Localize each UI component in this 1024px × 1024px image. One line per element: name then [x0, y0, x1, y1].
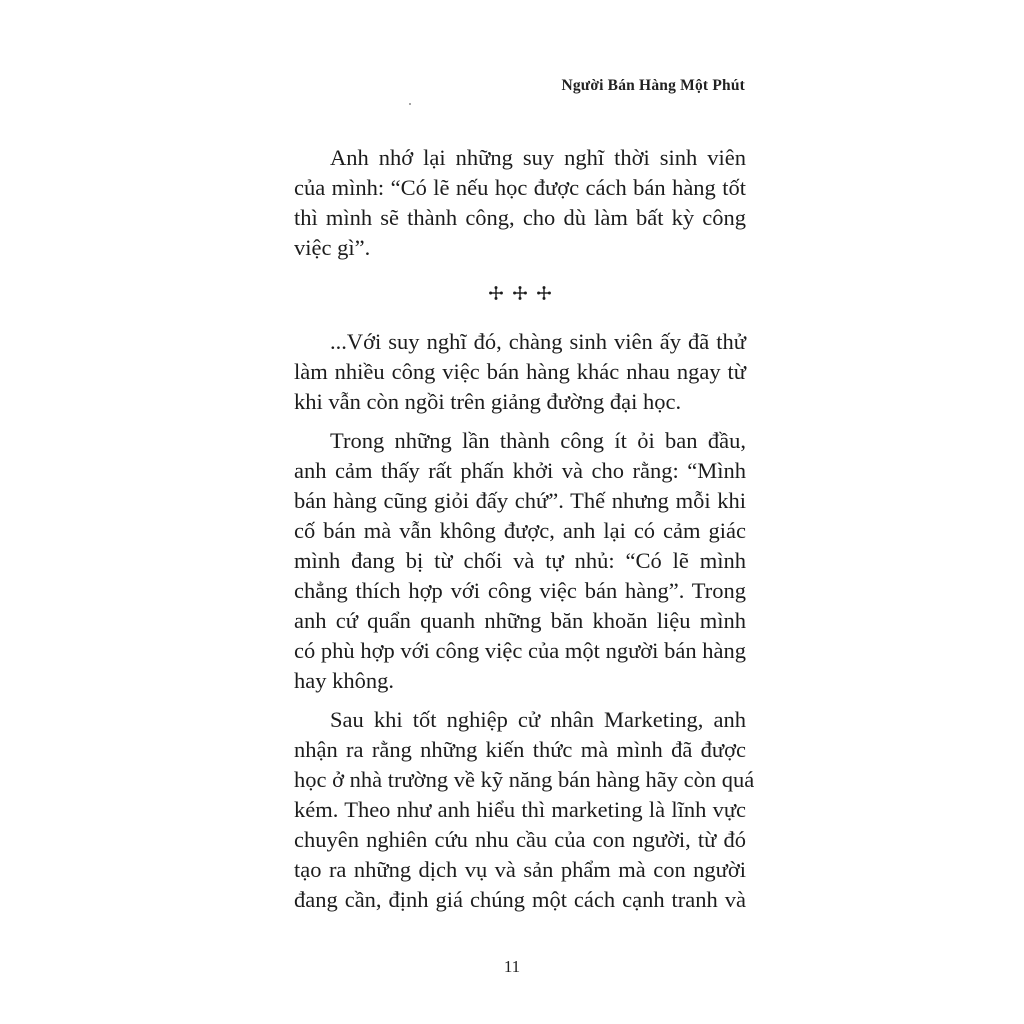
text-line: thì mình sẽ thành công, cho dù làm bất kỳ công: [294, 205, 746, 230]
text-line: có phù hợp với công việc của một người bán hàng: [294, 638, 746, 663]
page-number: 11: [503, 957, 521, 976]
text-line: Anh nhớ lại những suy nghĩ thời sinh viên: [330, 145, 746, 170]
paragraph-3: [294, 426, 746, 696]
text-line: đang cần, định giá chúng một cách cạnh tranh và: [294, 887, 746, 912]
text-line: làm nhiều công việc bán hàng khác nhau ngay từ: [294, 359, 746, 384]
text-line: việc gì”.: [294, 235, 371, 260]
body-text: [294, 143, 755, 915]
section-break-ornament: [294, 276, 746, 309]
text-line: mình đang bị từ chối và tự nhủ: “Có lẽ mình: [294, 548, 746, 573]
paragraph-4: [294, 705, 755, 915]
text-line: chẳng thích hợp với công việc bán hàng”. Trong: [294, 578, 746, 603]
text-line: nhận ra rằng những kiến thức mà mình đã được: [294, 737, 746, 762]
quatrefoil-cross-icon: [489, 286, 503, 300]
text-line: bán hàng cũng giỏi đấy chứ”. Thế nhưng mỗi khi: [294, 488, 746, 513]
text-line: tạo ra những dịch vụ và sản phẩm mà con người: [294, 857, 746, 882]
paragraph-2: [294, 327, 746, 417]
text-line: anh cảm thấy rất phấn khởi và cho rằng: “Mình: [294, 458, 746, 483]
text-line: kém. Theo như anh hiểu thì marketing là lĩnh vực: [294, 797, 746, 822]
text-line: chuyên nghiên cứu nhu cầu của con người, từ đó: [294, 827, 746, 852]
text-line: anh cứ quẩn quanh những băn khoăn liệu mình: [294, 608, 746, 633]
text-line: khi vẫn còn ngồi trên giảng đường đại học.: [294, 389, 682, 414]
running-header: Người Bán Hàng Một Phút: [561, 77, 745, 94]
paragraph-1: [294, 143, 746, 263]
text-line: Sau khi tốt nghiệp cử nhân Marketing, anh: [330, 707, 746, 732]
text-line: ...Với suy nghĩ đó, chàng sinh viên ấy đã thử: [330, 329, 746, 354]
quatrefoil-cross-icon: [513, 286, 527, 300]
text-line: Trong những lần thành công ít ỏi ban đầu,: [330, 428, 746, 453]
print-speck: [409, 103, 411, 105]
text-line: cố bán mà vẫn không được, anh lại có cảm giác: [294, 518, 746, 543]
text-line: hay không.: [294, 668, 394, 693]
text-line: học ở nhà trường về kỹ năng bán hàng hãy còn quá: [294, 767, 755, 792]
quatrefoil-cross-icon: [537, 286, 551, 300]
text-line: của mình: “Có lẽ nếu học được cách bán hàng tốt: [294, 175, 746, 200]
